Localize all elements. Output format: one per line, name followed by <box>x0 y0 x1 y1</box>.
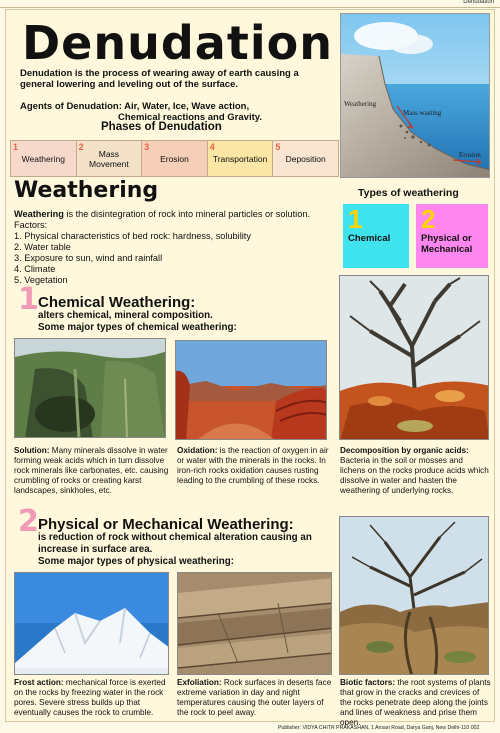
top-strip <box>0 0 500 8</box>
chemical-number: 1 <box>18 282 39 317</box>
phase-number: 1 <box>13 142 19 152</box>
publisher-address: 1 Ansari Road, Darya Ganj, New Delhi-110 002 <box>371 725 480 731</box>
caption-term: Solution: <box>14 446 50 455</box>
diagram-label-erosion: Erosion <box>459 151 481 159</box>
phase-transportation <box>208 141 274 176</box>
caption-oxidation <box>177 446 329 486</box>
photo-biotic-factors <box>339 516 489 675</box>
chemical-sub-1: alters chemical, mineral composition. <box>38 310 213 321</box>
page-title: Denudation <box>22 16 333 70</box>
caption-decomposition <box>340 446 490 496</box>
caption-text: the root systems of plants that grow in the cracks and crevices of the rocks penetrate deep along the joints and lines of weakness and prise them open. <box>340 678 491 727</box>
phase-erosion <box>142 141 208 176</box>
phases-title: Phases of Denudation <box>101 121 222 133</box>
caption-term: Frost action: <box>14 678 64 687</box>
type-label: Physical or Mechanical <box>421 233 473 255</box>
header-strip-label: Denudation <box>463 0 494 5</box>
denudation-definition: Denudation is the process of wearing away of earth causing a general lowering and leveling out of the surface. <box>20 68 299 90</box>
phase-weathering <box>11 141 77 176</box>
photo-oxidation <box>175 340 327 440</box>
caption-biotic-factors <box>340 678 492 728</box>
phase-label: Transportation <box>212 153 268 164</box>
publisher-credit <box>278 725 479 731</box>
factor-item: 5. Vegetation <box>14 275 68 285</box>
diagram-illustration <box>341 14 490 178</box>
photo-decomposition <box>339 275 489 440</box>
caption-term: Biotic factors: <box>340 678 396 687</box>
type-label: Chemical <box>348 233 391 244</box>
factor-item: 4. Climate <box>14 264 56 274</box>
phase-label: Weathering <box>21 153 65 164</box>
publisher-name: VIDYA CHITR PRAKASHAN, <box>302 725 370 731</box>
caption-exfoliation <box>177 678 333 718</box>
physical-sub-1: is reduction of rock without chemical alteration causing an increase in surface area. <box>38 532 312 555</box>
weathering-definition <box>14 209 344 286</box>
physical-heading: Physical or Mechanical Weathering: <box>38 516 294 533</box>
factor-item: 3. Exposure to sun, wind and rainfall <box>14 253 163 263</box>
caption-text: Bacteria in the soil or mosses and lichens on the rocks produce acids which dissolve in water and hasten the weathering of underlying rocks. <box>340 456 489 495</box>
types-heading: Types of weathering <box>358 187 459 199</box>
phase-number: 2 <box>78 142 84 152</box>
weathering-def-text: is the disintegration of rock into mineral particles or solution. <box>63 209 310 219</box>
phase-number: 3 <box>144 142 150 152</box>
agents-line-1: Agents of Denudation: Air, Water, Ice, Wave action, <box>20 101 250 112</box>
caption-text: Many minerals dissolve in water forming weak acids which in turn dissolve rock minerals like carbonates, etc. causing crumbling of rocks or creating karst landscapes, sinkholes, etc. <box>14 446 169 495</box>
phase-number: 4 <box>209 142 215 152</box>
phase-label: Erosion <box>160 153 189 164</box>
photo-exfoliation <box>177 572 332 675</box>
agents-of-denudation <box>20 101 340 123</box>
factors-label: Factors: <box>14 220 48 230</box>
caption-frost-action <box>14 678 172 718</box>
diagram-label-mass-wasting: Mass wasting <box>403 109 442 117</box>
phase-number: 5 <box>275 142 281 152</box>
phase-deposition <box>273 141 338 176</box>
physical-number: 2 <box>18 504 39 539</box>
photo-frost-action <box>14 572 169 675</box>
phase-mass-movement <box>77 141 143 176</box>
caption-text: is the reaction of oxygen in air or water with the minerals in the rocks. In iron-rich rocks oxidation causes rusting leading to the crumbling of these rocks. <box>177 446 329 485</box>
poster <box>5 9 495 727</box>
type-chemical <box>343 204 409 268</box>
chemical-sub-2: Some major types of chemical weathering: <box>38 322 237 333</box>
photo-solution <box>14 338 166 438</box>
type-physical <box>416 204 488 268</box>
phase-label: Mass Movement <box>89 148 129 169</box>
diagram-label-weathering: Weathering <box>344 100 377 108</box>
phase-label: Deposition <box>285 153 326 164</box>
caption-text: Rock surfaces in deserts face extreme variation in day and night temperatures causing the outer layers of the rock to peel away. <box>177 678 332 717</box>
factor-item: 1. Physical characteristics of bed rock: hardness, solubility <box>14 231 251 241</box>
caption-term: Exfoliation: <box>177 678 222 687</box>
type-number: 2 <box>421 204 436 234</box>
caption-solution <box>14 446 170 496</box>
chemical-heading: Chemical Weathering: <box>38 294 196 311</box>
caption-term: Oxidation: <box>177 446 218 455</box>
weathering-heading: Weathering <box>14 178 159 203</box>
physical-sub-2: Some major types of physical weathering: <box>38 556 234 567</box>
factor-item: 2. Water table <box>14 242 71 252</box>
phases-row <box>10 140 339 177</box>
weathering-term: Weathering <box>14 209 64 219</box>
caption-text: mechanical force is exerted on the rocks by freezing water in the rock pores. Severe stress builds up that eventually causes the rock to crumble. <box>14 678 166 717</box>
denudation-diagram <box>340 13 490 178</box>
publisher-label: Publisher: <box>278 725 302 731</box>
caption-term: Decomposition by organic acids: <box>340 446 469 455</box>
type-number: 1 <box>348 204 363 234</box>
agents-line-2: Chemical reactions and Gravity. <box>118 112 262 123</box>
